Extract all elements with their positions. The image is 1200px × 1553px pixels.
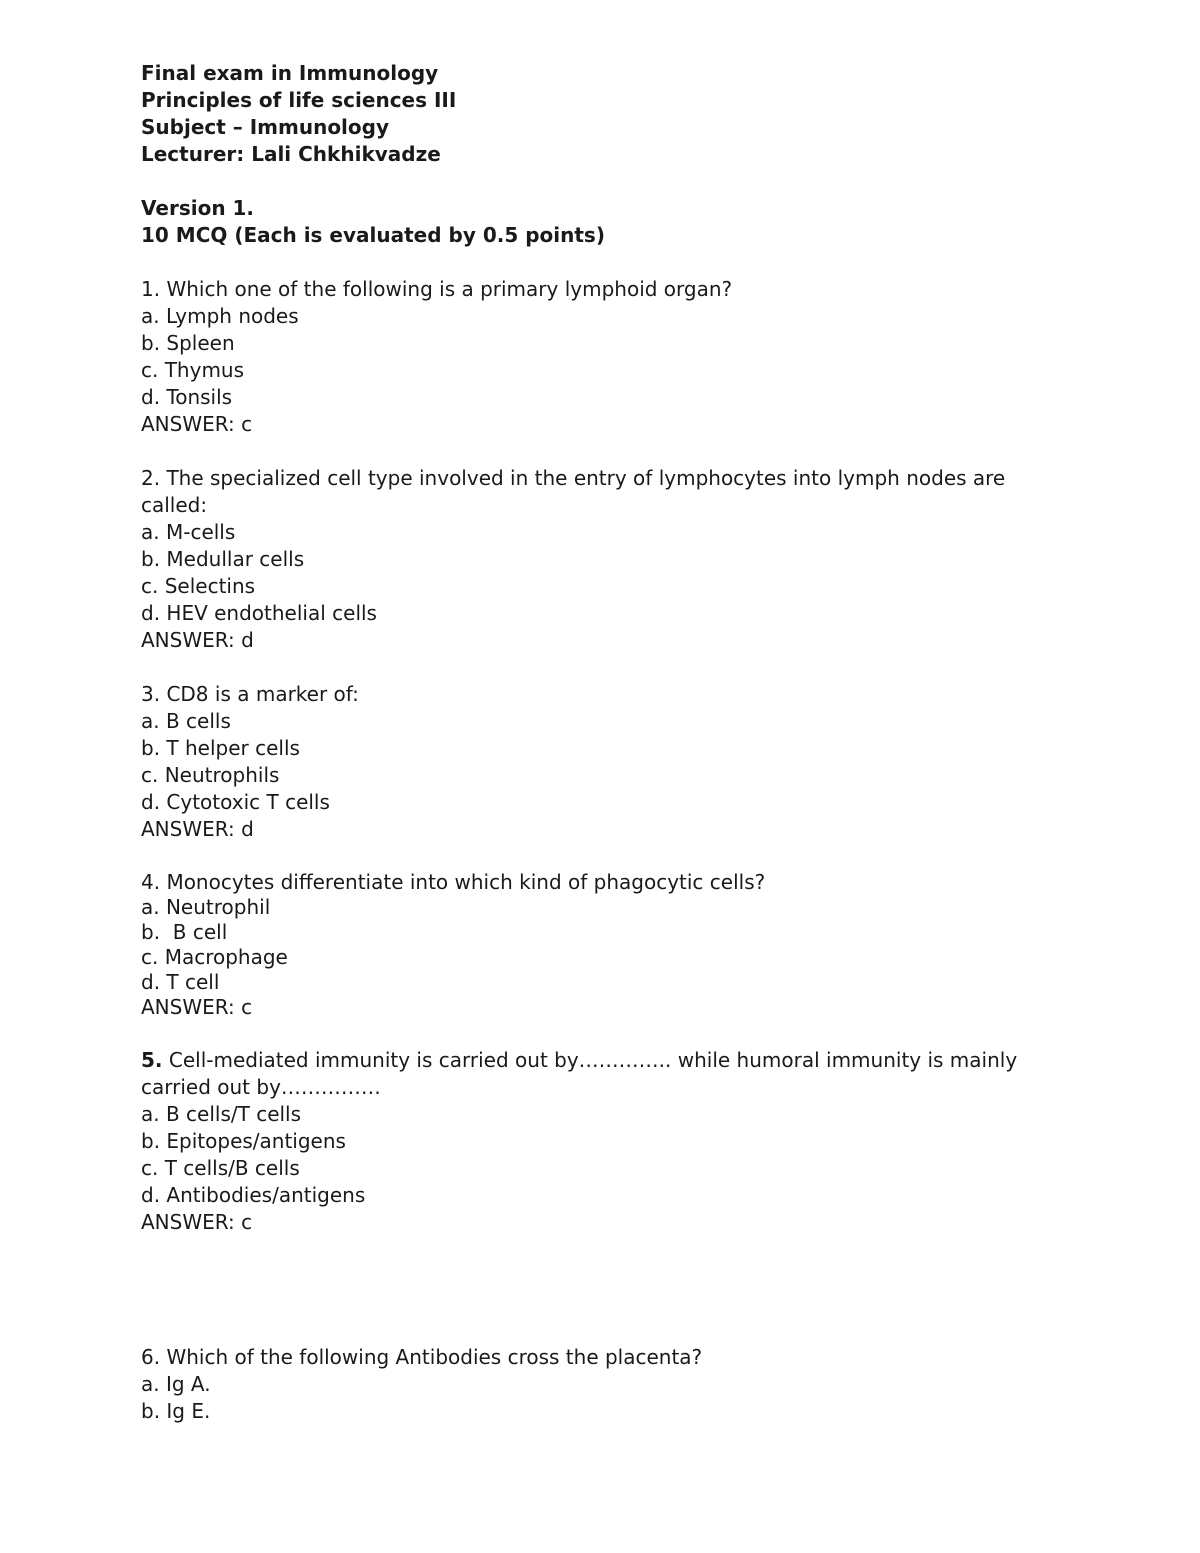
question-text: 1. Which one of the following is a primary lymphoid organ? — [141, 277, 733, 301]
option-d: d. Antibodies/antigens — [141, 1183, 366, 1207]
option-a: a. B cells — [141, 709, 231, 733]
mcq-note: 10 MCQ (Each is evaluated by 0.5 points) — [141, 223, 605, 247]
course-name: Principles of life sciences III — [141, 88, 457, 112]
answer-line: ANSWER: c — [141, 995, 253, 1019]
question-text: 3. CD8 is a marker of: — [141, 682, 359, 706]
option-b: b. T helper cells — [141, 736, 300, 760]
question-2 — [141, 465, 1051, 654]
answer-line: ANSWER: c — [141, 1210, 253, 1234]
option-c: c. Selectins — [141, 574, 256, 598]
document-page — [141, 60, 1051, 1425]
option-c: c. Neutrophils — [141, 763, 280, 787]
question-text: 2. The specialized cell type involved in the entry of lymphocytes into lymph nodes are called: — [141, 466, 1006, 517]
question-3 — [141, 681, 1051, 843]
option-b: b. Ig E. — [141, 1399, 211, 1423]
option-c: c. Thymus — [141, 358, 245, 382]
question-text — [141, 1047, 1051, 1101]
option-d: d. Tonsils — [141, 385, 233, 409]
spacer — [141, 843, 1051, 870]
spacer — [141, 654, 1051, 681]
answer-line: ANSWER: d — [141, 628, 254, 652]
option-b: b. Medullar cells — [141, 547, 305, 571]
spacer — [141, 1020, 1051, 1047]
answer-line: ANSWER: d — [141, 817, 254, 841]
spacer — [141, 1236, 1051, 1344]
subject-line: Subject – Immunology — [141, 115, 390, 139]
question-text: 6. Which of the following Antibodies cross the placenta? — [141, 1345, 703, 1369]
option-a: a. Lymph nodes — [141, 304, 299, 328]
option-c: c. Macrophage — [141, 945, 288, 969]
question-6 — [141, 1344, 1051, 1425]
option-a: a. M-cells — [141, 520, 236, 544]
option-a: a. Ig A. — [141, 1372, 211, 1396]
question-number: 5. — [141, 1048, 163, 1072]
exam-title: Final exam in Immunology — [141, 61, 439, 85]
question-5 — [141, 1047, 1051, 1236]
spacer — [141, 168, 1051, 195]
option-b: b. Spleen — [141, 331, 235, 355]
question-4 — [141, 870, 1051, 1020]
spacer — [141, 249, 1051, 276]
lecturer-line: Lecturer: Lali Chkhikvadze — [141, 142, 441, 166]
option-d: d. T cell — [141, 970, 220, 994]
question-1 — [141, 276, 1051, 438]
option-d: d. HEV endothelial cells — [141, 601, 377, 625]
option-a: a. B cells/T cells — [141, 1102, 302, 1126]
option-d: d. Cytotoxic T cells — [141, 790, 330, 814]
question-text: 4. Monocytes differentiate into which kind of phagocytic cells? — [141, 870, 766, 894]
spacer — [141, 438, 1051, 465]
option-c: c. T cells/B cells — [141, 1156, 300, 1180]
option-b: b. Epitopes/antigens — [141, 1129, 346, 1153]
version-label: Version 1. — [141, 196, 255, 220]
question-body: Cell-mediated immunity is carried out by………….. while humoral immunity is mainly carried out by…………… — [141, 1048, 1018, 1099]
option-b: b. B cell — [141, 920, 228, 944]
answer-line: ANSWER: c — [141, 412, 253, 436]
option-a: a. Neutrophil — [141, 895, 271, 919]
